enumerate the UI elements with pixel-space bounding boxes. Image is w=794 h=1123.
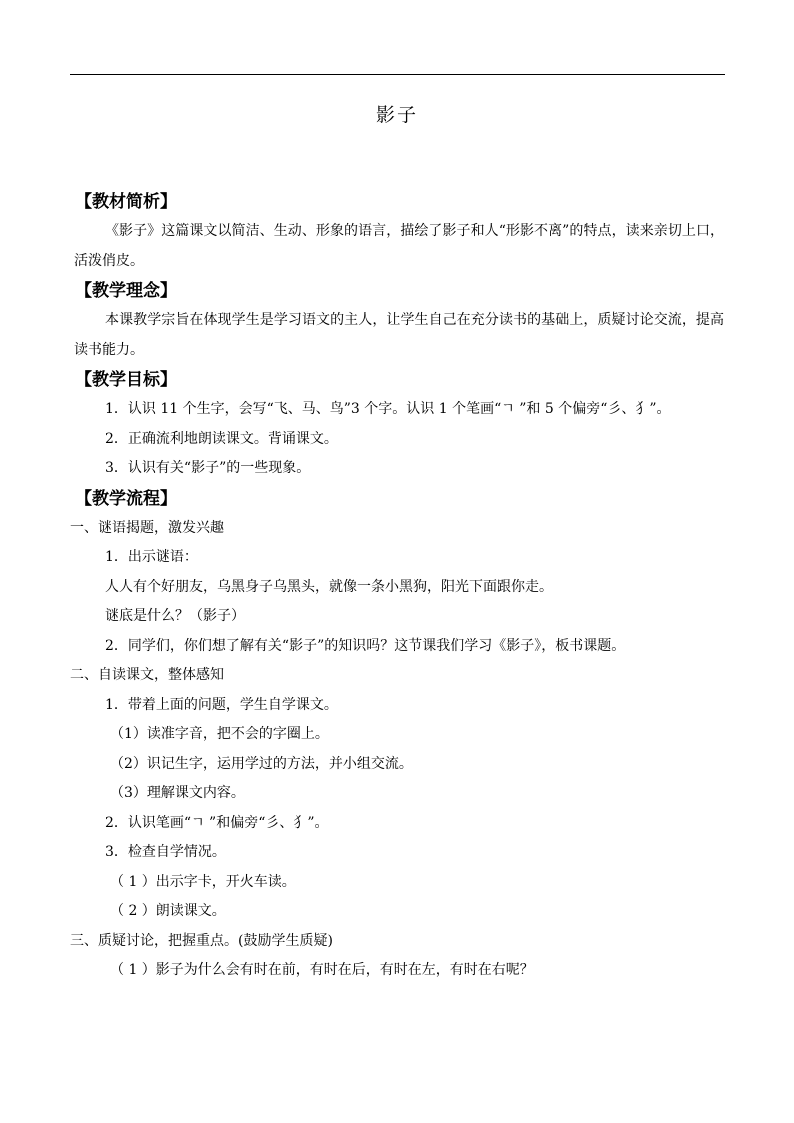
goal-item: 1．认识 11 个生字，会写“飞、马、鸟”3 个字。认识 1 个笔画“ㄱ ”和 5 个偏旁“彡、犭”。 [105,401,671,417]
goal-item: 3．认识有关“影子”的一些现象。 [105,460,311,476]
process-line: 1．出示谜语： [105,549,198,565]
process-subline: （ 1 ）影子为什么会有时在前，有时在后，有时在左，有时在右呢？ [110,962,534,978]
process-part-1-title: 一、谜语揭题，激发兴趣 [70,519,224,536]
header-rule [70,74,725,75]
document-title: 影子 [375,104,418,126]
heading-teaching-goals: 【教学目标】 [75,370,177,390]
heading-teaching-process: 【教学流程】 [75,488,177,509]
process-line: 2．同学们，你们想了解有关“影子”的知识吗？这节课我们学习《影子》，板书课题。 [105,637,626,654]
riddle-text: 人人有个好朋友，乌黑身子乌黑头，就像一条小黑狗，阳光下面跟你走。 [105,578,553,595]
process-line: 谜底是什么？（影子） [105,608,245,624]
goal-item: 2．正确流利地朗读课文。背诵课文。 [105,430,338,447]
process-subline: （ 1 ）出示字卡，开火车读。 [110,873,296,890]
process-subline: （2）识记生字，运用学过的方法，并小组交流。 [110,755,413,772]
process-part-3-title: 三、质疑讨论，把握重点。(鼓励学生质疑) [70,932,333,949]
process-subline: （1）读准字音，把不会的字圈上。 [110,726,329,742]
document-body [70,187,724,986]
philosophy-paragraph: 本课教学宗旨在体现学生是学习语文的主人，让学生自己在充分读书的基础上，质疑讨论交流，提高读书能力。 [74,312,724,358]
analysis-paragraph: 《影子》这篇课文以简洁、生动、形象的语言，描绘了影子和人“形影不离”的特点，读来亲切上口，活泼俏皮。 [74,223,724,269]
process-part-2-title: 二、自读课文，整体感知 [70,667,224,683]
process-subline: （ 2 ）朗读课文。 [110,903,226,919]
process-line: 2．认识笔画“ㄱ ”和偏旁“彡、犭”。 [105,814,329,831]
process-subline: （3）理解课文内容。 [110,785,245,801]
process-line: 1．带着上面的问题，学生自学课文。 [105,696,338,713]
heading-textbook-analysis: 【教材简析】 [75,192,177,212]
process-line: 3．检查自学情况。 [105,844,226,860]
heading-teaching-philosophy: 【教学理念】 [75,281,177,301]
